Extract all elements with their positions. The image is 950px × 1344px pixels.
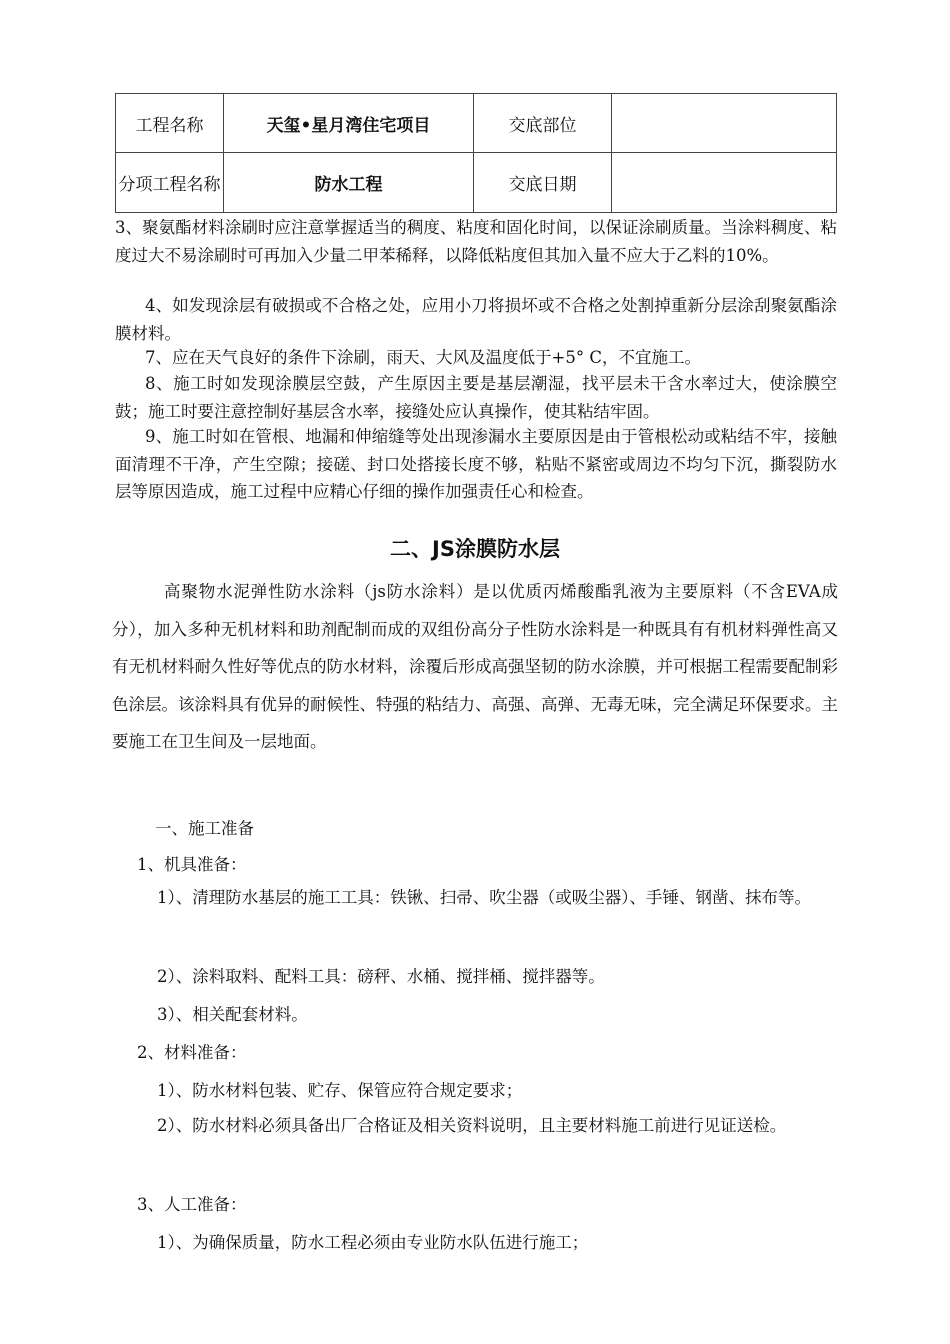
note-item-3: 3、聚氨酯材料涂刷时应注意掌握适当的稠度、粘度和固化时间，以保证涂刷质量。当涂料稠度、粘度过大不易涂刷时可再加入少量二甲苯稀释，以降低粘度但其加入量不应大于乙料的10%。 — [115, 218, 837, 265]
labor-item-1: 1）、为确保质量，防水工程必须由专业防水队伍进行施工； — [157, 1233, 589, 1252]
sub-project-value: 防水工程 — [224, 153, 474, 213]
note-item-4: 4、如发现涂层有破损或不合格之处，应用小刀将损坏或不合格之处割掉重新分层涂刮聚氨酯涂膜材料。 — [115, 296, 837, 343]
project-name-value: 天玺•星月湾住宅项目 — [224, 94, 474, 153]
header-row-subproject — [116, 153, 837, 213]
tools-item-3: 3）、相关配套材料。 — [157, 1005, 308, 1024]
prep-heading: 一、施工准备 — [155, 819, 254, 838]
handover-part-value — [612, 94, 837, 153]
project-name-label: 工程名称 — [116, 94, 224, 153]
tools-item-2: 2）、涂料取料、配料工具：磅秤、水桶、搅拌桶、搅拌器等。 — [157, 967, 605, 986]
tools-item-1: 1）、清理防水基层的施工工具：铁锹、扫帚、吹尘器（或吸尘器）、手锤、钢凿、抹布等。 — [157, 888, 811, 907]
materials-heading: 2、材料准备： — [137, 1043, 247, 1062]
sub-project-label: 分项工程名称 — [116, 153, 224, 213]
tools-heading: 1、机具准备： — [137, 855, 247, 874]
handover-date-value — [612, 153, 837, 213]
note-item-8: 8、施工时如发现涂膜层空鼓，产生原因主要是基层潮湿，找平层未干含水率过大，使涂膜空鼓；施工时要注意控制好基层含水率，接缝处应认真操作，使其粘结牢固。 — [115, 374, 837, 421]
materials-item-2: 2）、防水材料必须具备出厂合格证及相关资料说明，且主要材料施工前进行见证送检。 — [157, 1116, 787, 1135]
section-title: 二、JS涂膜防水层 — [390, 537, 560, 561]
header-row-project — [116, 94, 837, 153]
handover-header-table — [115, 93, 837, 213]
note-item-9: 9、施工时如在管根、地漏和伸缩缝等处出现渗漏水主要原因是由于管根松动或粘结不牢，接触面清理不干净，产生空隙；接磋、封口处搭接长度不够，粘贴不紧密或周边不均匀下沉，撕裂防水层等原因造成，施工过程中应精心仔细的操作加强责任心和检查。 — [115, 427, 837, 501]
handover-part-label: 交底部位 — [474, 94, 612, 153]
note-item-7: 7、应在天气良好的条件下涂刷，雨天、大风及温度低于+5° C，不宜施工。 — [145, 348, 701, 367]
handover-date-label: 交底日期 — [474, 153, 612, 213]
section-intro: 高聚物水泥弹性防水涂料（js防水涂料）是以优质丙烯酸酯乳液为主要原料（不含EVA成分），加入多种无机材料和助剂配制而成的双组份高分子性防水涂料是一种既具有有机材料弹性高又有无机材料耐久性好等优点的防水材料，涂覆后形成高强坚韧的防水涂膜，并可根据工程需要配制彩色涂层。该涂料具有优异的耐候性、特强的粘结力、高强、高弹、无毒无味，完全满足环保要求。主要施工在卫生间及一层地面。 — [112, 582, 838, 751]
materials-item-1: 1）、防水材料包装、贮存、保管应符合规定要求； — [157, 1081, 523, 1100]
labor-heading: 3、人工准备： — [137, 1195, 247, 1214]
